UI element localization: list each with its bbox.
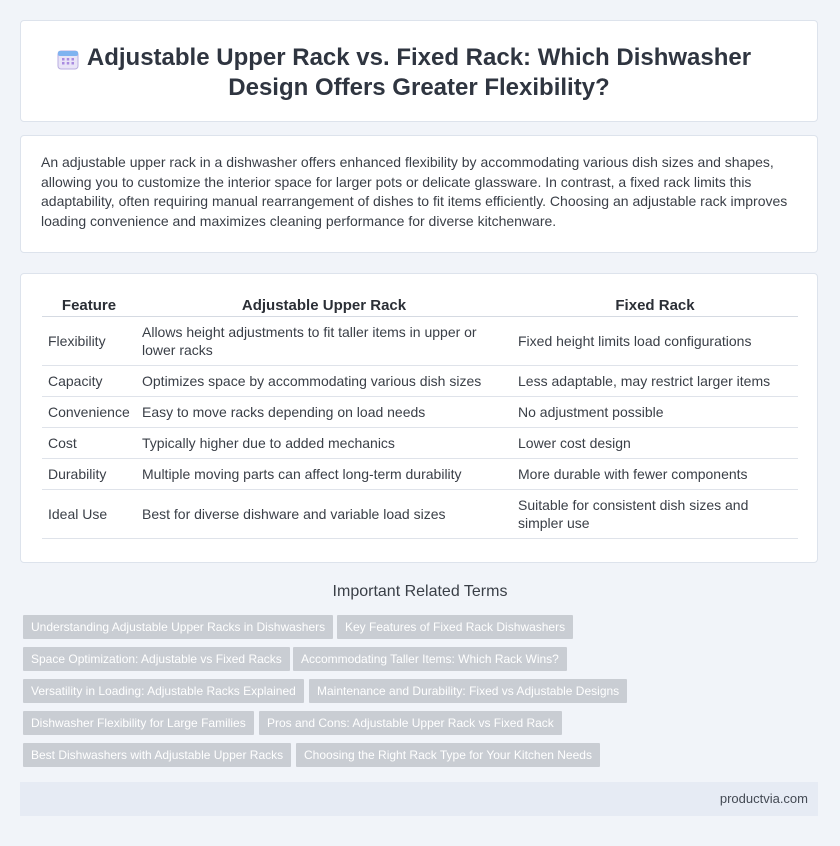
comparison-table-card (20, 273, 818, 563)
related-term-tag[interactable]: Dishwasher Flexibility for Large Families (23, 711, 254, 735)
header-feature: Feature (42, 294, 136, 317)
cell-feature: Convenience (42, 397, 136, 428)
table-row (42, 366, 798, 397)
cell-feature: Cost (42, 428, 136, 459)
related-term-tag[interactable]: Key Features of Fixed Rack Dishwashers (337, 615, 573, 639)
related-term-tag[interactable]: Choosing the Right Rack Type for Your Kitchen Needs (296, 743, 600, 767)
footer (20, 782, 818, 816)
table-row (42, 317, 798, 366)
cell-adjustable: Easy to move racks depending on load needs (136, 397, 512, 428)
cell-fixed: Lower cost design (512, 428, 798, 459)
intro-paragraph: An adjustable upper rack in a dishwasher offers enhanced flexibility by accommodating various dish sizes and shapes, allowing you to customize the interior space for larger pots or delicate glassware. In contrast, a fixed rack limits this adaptability, often requiring manual rearrangement of dishes to fit items efficiently. Choosing an adjustable rack improves loading convenience and maximizes cleaning performance for diverse kitchenware. (41, 154, 788, 229)
related-terms-title: Important Related Terms (332, 583, 508, 600)
table-row (42, 459, 798, 490)
cell-feature: Ideal Use (42, 490, 136, 539)
cell-adjustable: Typically higher due to added mechanics (136, 428, 512, 459)
cell-fixed: Less adaptable, may restrict larger items (512, 366, 798, 397)
cell-adjustable: Best for diverse dishware and variable load sizes (136, 490, 512, 539)
cell-fixed: No adjustment possible (512, 397, 798, 428)
title-card (20, 20, 818, 122)
comparison-table (42, 294, 798, 539)
cell-adjustable: Multiple moving parts can affect long-term durability (136, 459, 512, 490)
intro-card (20, 135, 818, 253)
table-row (42, 397, 798, 428)
cell-feature: Capacity (42, 366, 136, 397)
header-fixed: Fixed Rack (512, 294, 798, 317)
related-term-tag[interactable]: Pros and Cons: Adjustable Upper Rack vs Fixed Rack (259, 711, 562, 735)
cell-feature: Durability (42, 459, 136, 490)
related-term-tag[interactable]: Best Dishwashers with Adjustable Upper Racks (23, 743, 291, 767)
header-adjustable: Adjustable Upper Rack (136, 294, 512, 317)
related-term-tag[interactable]: Accommodating Taller Items: Which Rack Wins? (293, 647, 567, 671)
footer-site-link[interactable]: productvia.com (719, 791, 808, 806)
cell-adjustable: Allows height adjustments to fit taller items in upper or lower racks (136, 317, 512, 366)
cell-adjustable: Optimizes space by accommodating various dish sizes (136, 366, 512, 397)
table-row (42, 428, 798, 459)
related-term-tag[interactable]: Versatility in Loading: Adjustable Racks Explained (23, 679, 304, 703)
cell-fixed: Suitable for consistent dish sizes and simpler use (512, 490, 798, 539)
related-term-tag[interactable]: Understanding Adjustable Upper Racks in Dishwashers (23, 615, 333, 639)
related-term-tag[interactable]: Maintenance and Durability: Fixed vs Adjustable Designs (309, 679, 627, 703)
cell-feature: Flexibility (42, 317, 136, 366)
table-row (42, 490, 798, 539)
cell-fixed: Fixed height limits load configurations (512, 317, 798, 366)
cell-fixed: More durable with fewer components (512, 459, 798, 490)
related-term-tag[interactable]: Space Optimization: Adjustable vs Fixed Racks (23, 647, 290, 671)
page-title: Adjustable Upper Rack vs. Fixed Rack: Which Dishwasher Design Offers Greater Flexibility? (86, 44, 752, 101)
